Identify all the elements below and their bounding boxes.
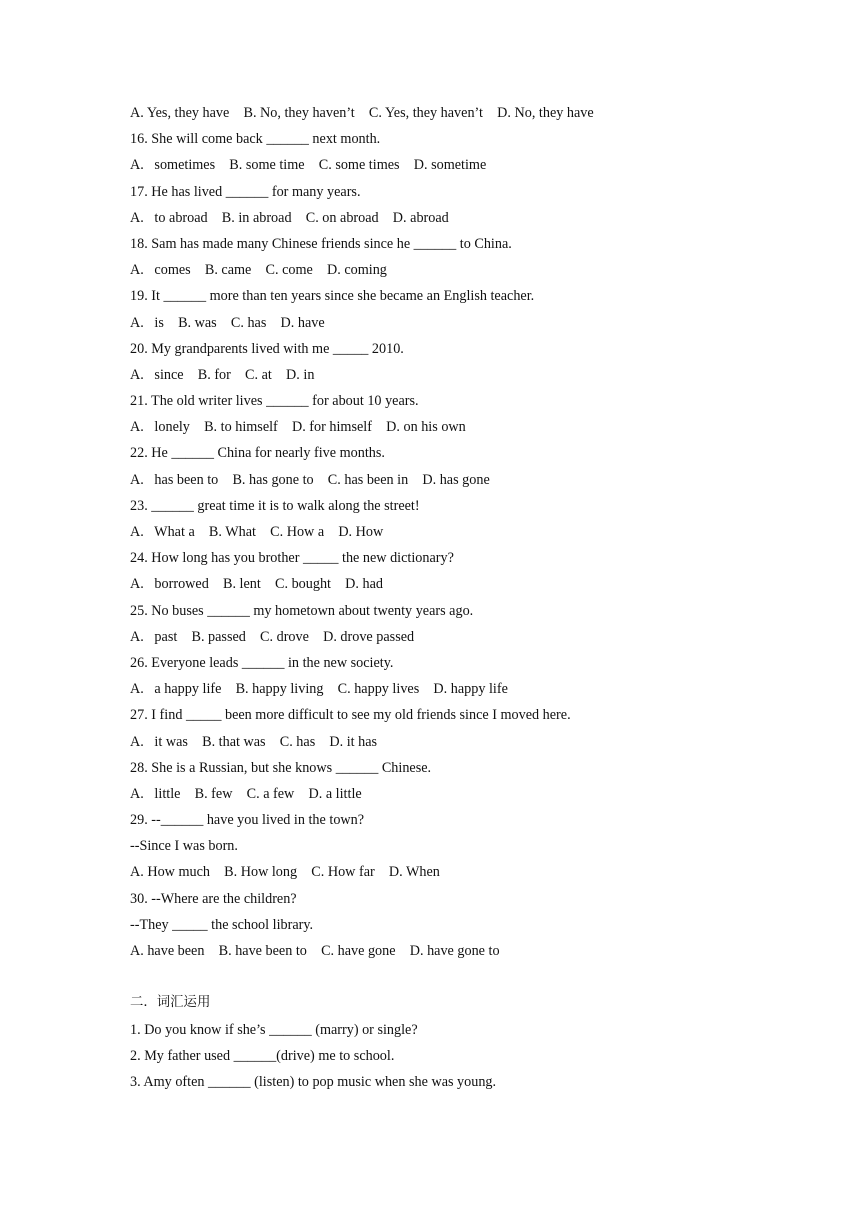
- question-line: 25. No buses ______ my hometown about twenty years ago.: [130, 602, 474, 619]
- answer-line: A. comes B. came C. come D. coming: [130, 262, 387, 279]
- question-list-part2: [130, 1017, 770, 1096]
- question-line: 3. Amy often ______ (listen) to pop music when she was young.: [130, 1073, 497, 1090]
- question-line: 23. ______ great time it is to walk along the street!: [130, 497, 420, 514]
- question-line: 24. How long has you brother _____ the new dictionary?: [130, 550, 454, 567]
- answer-line: A. have been B. have been to C. have gone D. have gone to: [130, 943, 500, 959]
- answer-line: A. little B. few C. a few D. a little: [130, 785, 362, 802]
- answer-line: A. it was B. that was C. has D. it has: [130, 733, 378, 750]
- answer-line: A. How much B. How long C. How far D. When: [130, 864, 440, 881]
- question-line: 27. I find _____ been more difficult to see my old friends since I moved here.: [130, 707, 571, 724]
- answer-line: A. borrowed B. lent C. bought D. had: [130, 576, 383, 593]
- answer-line: A. sometimes B. some time C. some times D. sometime: [130, 157, 487, 174]
- section-title: 二．词汇运用: [130, 995, 211, 1011]
- question-line: 18. Sam has made many Chinese friends since he ______ to China.: [130, 235, 512, 252]
- answer-line: A. lonely B. to himself D. for himself D. on his own: [130, 419, 466, 436]
- answer-line: A. has been to B. has gone to C. has been in D. has gone: [130, 471, 490, 488]
- answer-line: A. to abroad B. in abroad C. on abroad D. abroad: [130, 209, 449, 226]
- question-line: 16. She will come back ______ next month.: [130, 131, 381, 148]
- section-gap: [130, 964, 770, 990]
- question-line: 22. He ______ China for nearly five months.: [130, 445, 385, 462]
- answer-line: --Since I was born.: [130, 838, 238, 855]
- question-line: 2. My father used ______(drive) me to school.: [130, 1047, 395, 1064]
- answer-line: A. since B. for C. at D. in: [130, 366, 315, 383]
- question-line: 26. Everyone leads ______ in the new society.: [130, 654, 394, 671]
- question-line: 28. She is a Russian, but she knows ______ Chinese.: [130, 759, 432, 776]
- question-line: 20. My grandparents lived with me _____ 2010.: [130, 340, 404, 357]
- question-line: 1. Do you know if she’s ______ (marry) or single?: [130, 1021, 418, 1038]
- answer-line: A. Yes, they have B. No, they haven’t C. Yes, they haven’t D. No, they have: [130, 105, 594, 121]
- question-list-part1: [130, 100, 770, 964]
- question-line: 29. --______ have you lived in the town?: [130, 812, 365, 829]
- answer-line: A. past B. passed C. drove D. drove passed: [130, 628, 415, 645]
- question-line: 19. It ______ more than ten years since she became an English teacher.: [130, 288, 535, 305]
- answer-line: A. a happy life B. happy living C. happy lives D. happy life: [130, 681, 508, 698]
- answer-line: --They _____ the school library.: [130, 916, 314, 933]
- question-line: 21. The old writer lives ______ for about 10 years.: [130, 393, 419, 410]
- answer-line: A. is B. was C. has D. have: [130, 314, 325, 331]
- question-line: 30. --Where are the children?: [130, 890, 297, 907]
- document-page: [130, 100, 770, 1095]
- answer-line: A. What a B. What C. How a D. How: [130, 524, 384, 540]
- question-line: 17. He has lived ______ for many years.: [130, 183, 361, 200]
